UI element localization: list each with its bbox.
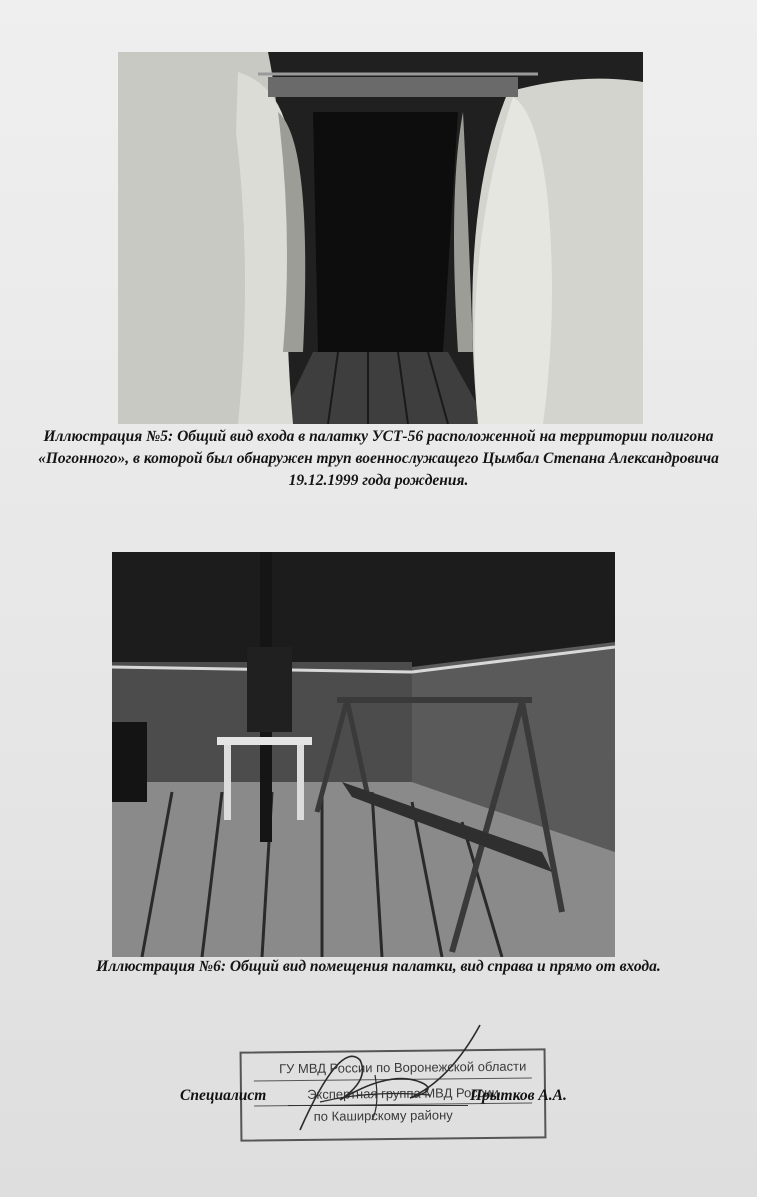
- caption-illustration-6: Иллюстрация №6: Общий вид помещения палатки, вид справа и прямо от входа.: [96, 958, 661, 975]
- photo-tent-entrance-image: [118, 52, 643, 424]
- stamp-line-3: по Каширскому району: [313, 1107, 453, 1124]
- stamp-line-2: Экспертная группа МВД России: [307, 1084, 499, 1102]
- photo-tent-interior: [112, 552, 615, 957]
- signer-role: Специалист: [180, 1087, 267, 1104]
- photo-tent-entrance: [118, 52, 643, 424]
- photo-tent-interior-image: [112, 552, 615, 957]
- signer-name: Прытков А.А.: [470, 1087, 567, 1104]
- handwritten-signature: [280, 1020, 500, 1140]
- stamp-line-1: ГУ МВД России по Воронежской области: [278, 1058, 527, 1077]
- caption-illustration-5: Иллюстрация №5: Общий вид входа в палатку УСТ-56 расположенной на территории полигона «Погонного», в которой был обнаружен труп военнослужащего Цымбал Степана Александровича 19.12.1999 года рождения.: [38, 428, 719, 489]
